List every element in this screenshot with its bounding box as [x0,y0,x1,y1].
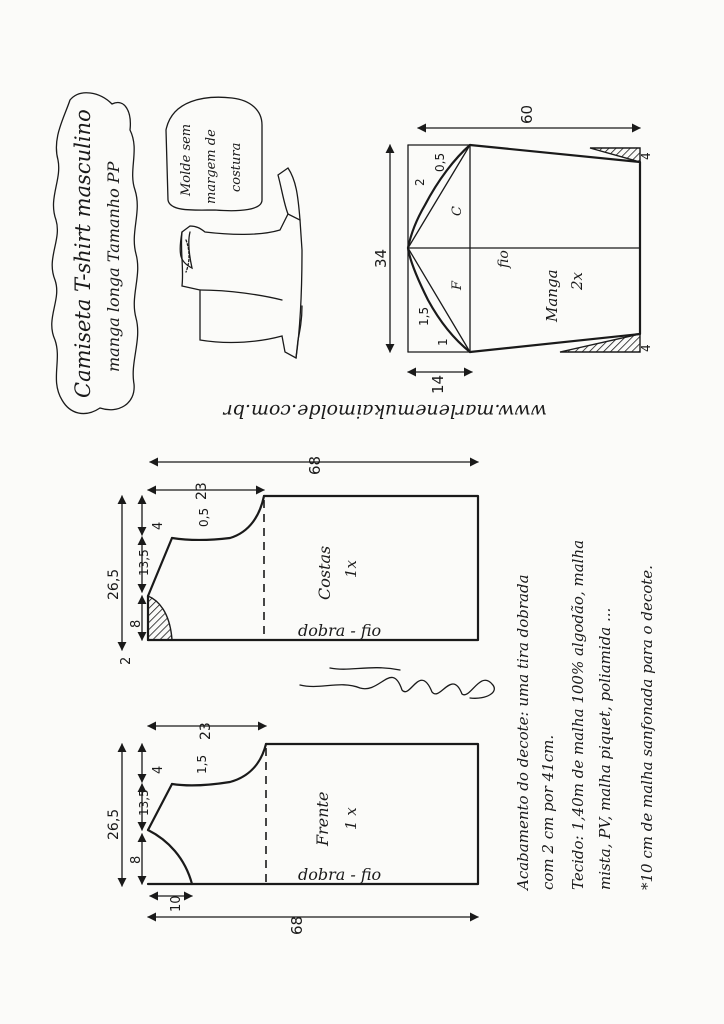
note-line-2: com 2 cm por 41cm. [539,734,557,890]
back-fold-label: dobra - fio [298,621,382,640]
tshirt-sketch-icon [180,168,302,358]
sleeve-count: 2x [568,271,586,290]
front-half-width-label: 26,5 [106,808,122,840]
title-line1: Camiseta T-shirt masculino [71,109,95,398]
sleeve-name: Manga [543,269,561,322]
back-shoulder-drop-label: 4 [151,521,166,530]
sleeve-cap-label: 14 [429,374,447,394]
back-name: Costas [315,545,334,600]
sleeve-length-label: 60 [518,104,536,124]
front-piece [106,722,478,935]
note-line-3: Tecido: 1,40m de malha 100% algodão, malha [569,539,587,890]
note-line2: margem de [204,129,219,204]
back-armhole-depth-label: 23 [194,482,210,500]
front-length-label: 68 [288,915,306,935]
sleeve-grain-label: fio [496,250,512,268]
front-shoulder-width-label: 13,5 [137,789,151,816]
back-half-width-label: 26,5 [106,568,122,600]
note-line-5: *10 cm de malha sanfonada para o decote. [638,565,656,890]
front-count: 1 x [342,807,360,830]
note-line1: Molde sem [179,123,194,196]
front-shoulder-drop-label: 4 [151,765,166,774]
sleeve-piece [372,105,653,394]
front-name: Frente [313,791,332,846]
sleeve-cap-15: 1,5 [417,306,431,326]
sleeve-width-label: 34 [372,248,390,268]
title-cloud [52,93,138,414]
seam-allowance-note [166,97,262,210]
sleeve-hem-4b: 4 [639,344,653,352]
instructions [514,540,656,892]
sleeve-letter-f: F [450,280,465,290]
sleeve-hem-4a: 4 [639,152,653,160]
sleeve-letter-c: C [450,206,465,216]
front-armhole-depth-label: 23 [198,722,214,740]
back-length-label: 68 [306,455,324,475]
back-count: 1x [342,559,360,578]
title-line2: manga longa Tamanho PP [104,161,123,372]
note-line-1: Acabamento do decote: uma tira dobrada [514,574,532,890]
website-url: www.marlenemukaimolde.com.br [223,400,547,422]
front-neck-width-label: 8 [129,855,144,864]
back-shoulder-width-label: 13,5 [137,549,151,576]
note-line3: costura [229,142,244,192]
back-neck-drop-label: 2 [119,656,134,665]
front-armhole-curve-label: 1,5 [195,754,209,774]
back-neck-width-label: 8 [129,619,144,628]
sleeve-cap-1: 1 [436,338,450,346]
back-armhole-curve-label: 0,5 [197,507,211,527]
back-piece [106,456,478,665]
front-neck-drop-label: 10 [169,895,184,912]
signature [300,668,494,699]
note-line-4: mista, PV, malha piquet, poliamida ... [596,607,614,890]
sleeve-cap-2: 2 [413,178,427,186]
front-fold-label: dobra - fio [298,865,382,884]
sleeve-cap-05: 0,5 [433,152,447,172]
